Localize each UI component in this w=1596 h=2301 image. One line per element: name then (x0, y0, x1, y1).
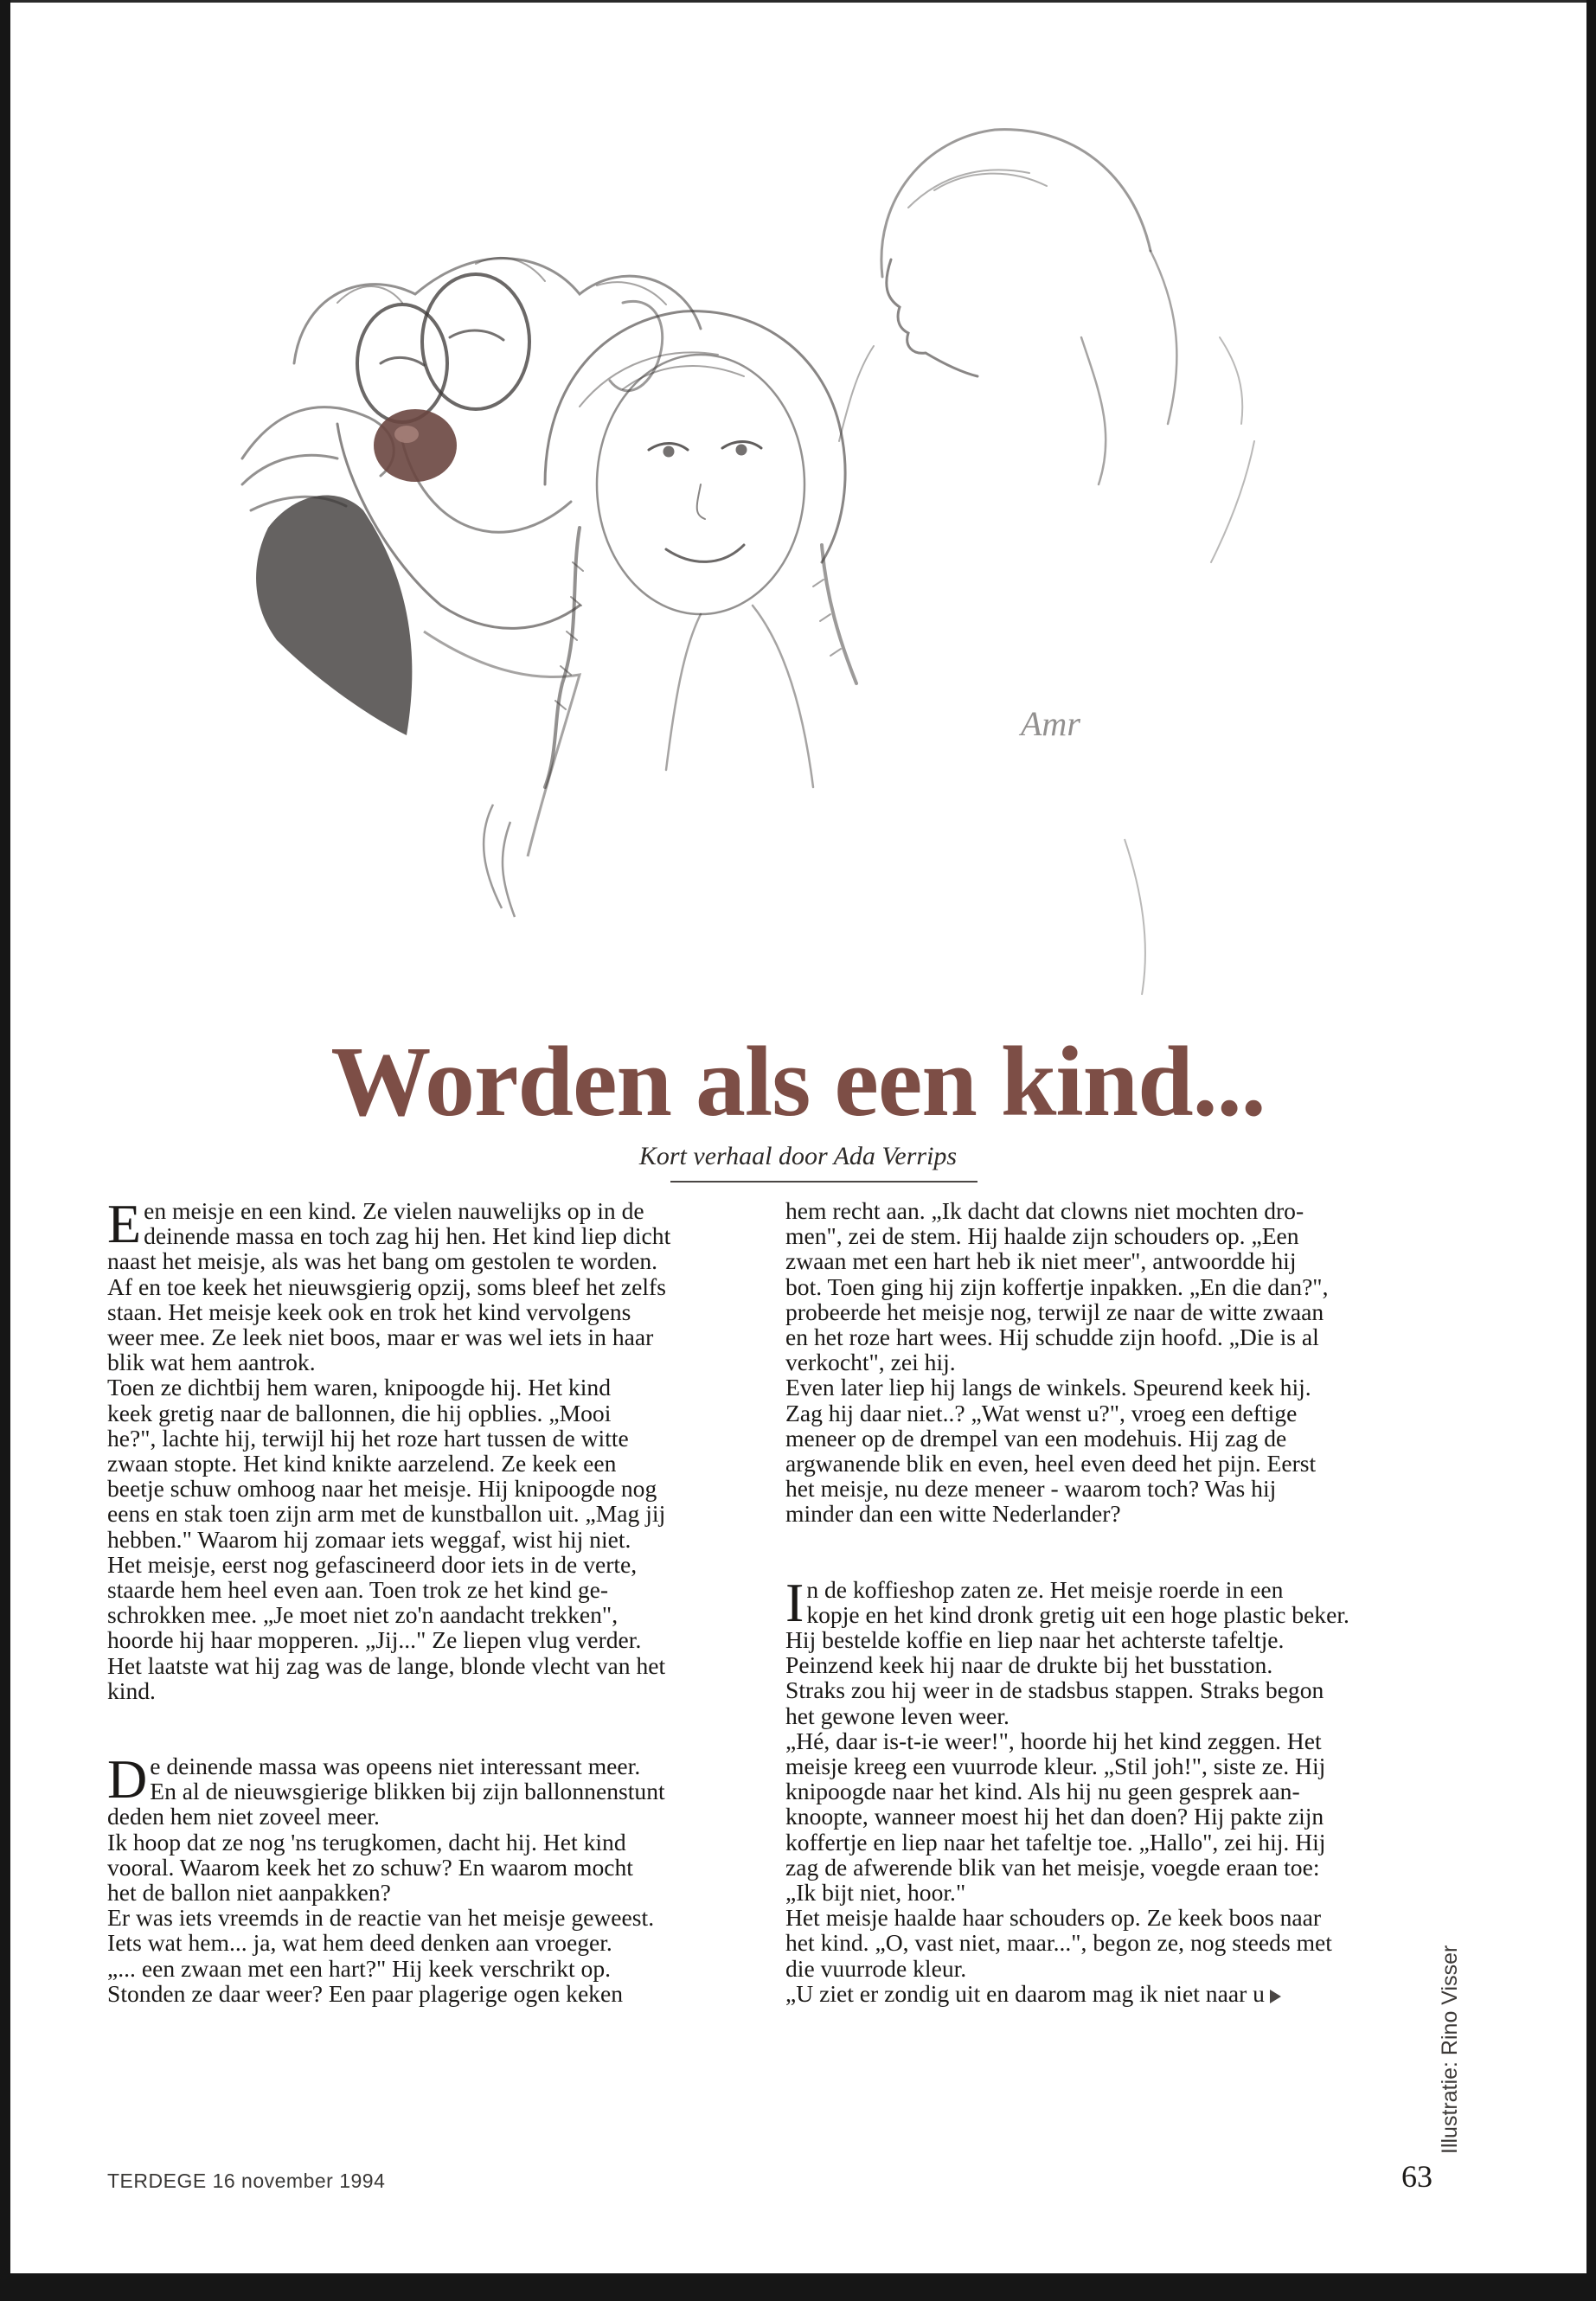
clown-hand (242, 407, 394, 510)
article-byline: Kort verhaal door Ada Verrips (638, 1142, 958, 1170)
child-braid-right (822, 545, 856, 683)
paragraph: hem recht aan. „Ik dacht dat clowns niet mochten dro- men", zei de stem. Hij haalde zijn schouders op. „Een zwaan met een hart heb ik niet meer", antwoordde hij bot. Toen ging hij zijn koffertje inpakken. „En die dan?", probeerde het meisje nog, terwijl ze naar de witte zwaan en het roze hart wees. Hij schudde zijn hoofd. „Die is al verkocht", zei hij. Even later liep hij langs de winkels. Speurend keek hij. Zag hij daar niet..? „Wat wenst u?", vroeg een deftige meneer op de drempel van een modehuis. Hij zag de argwanende blik en even, heel even deed het pijn. Eerst het meisje, nu deze meneer - waarom toch? Was hij minder dan een witte Nederlander? (785, 1197, 1329, 1528)
paragraph: e deinende massa was opeens niet interessant meer. En al de nieuwsgierige blikken bij zijn ballonnenstunt deden hem niet zoveel meer. Ik hoop dat ze nog 'ns terugkomen, dacht hij. Het kind vooral. Waarom keek het zo schuw? En waarom mocht het de ballon niet aanpakken? Er was iets vreemds in de reactie van het meisje geweest. Iets wat hem... ja, wat hem deed denken aan vroeger. „... een zwaan met een hart?" Hij keek verschrikt op. Stonden ze daar weer? Een paar plagerige ogen keken (107, 1753, 665, 2007)
page-frame-top (10, 0, 1586, 3)
woman-head-outline (881, 130, 1151, 277)
page-frame-bottom (0, 2273, 1596, 2301)
clown-head-outline (294, 259, 701, 363)
pencil-illustration (216, 78, 1427, 1038)
article-title: Worden als een kind... (330, 1027, 1266, 1138)
dropcap: E (107, 1193, 142, 1254)
clown-coat-shading (256, 496, 412, 735)
paragraph: en meisje en een kind. Ze vielen nauwelijks op in de deinende massa en toch zag hij hen. Het kind liep dicht naast het meisje, als was het bang om gestolen te worden. Af en toe keek het nieuwsgierig opzij, soms bleef het zelfs staan. Het meisje keek ook en trok het kind vervolgens weer mee. Ze leek niet boos, maar er was wel iets in haar blik wat hem aantrok. Toen ze dichtbij hem waren, knipoogde hij. Het kind keek gretig naar de ballonnen, die hij opblies. „Mooi he?", lachte hij, terwijl hij het roze hart tussen de witte zwaan stopte. Het kind knikte aarzelend. Ze keek een beetje schuw omhoog naar het meisje. Hij knipoogde nog eens en stak toen zijn arm met de kunstballon uit. „Mag jij hebben." Waarom hij zomaar iets weggaf, wist hij niet. Het meisje, eerst nog gefascineerd door iets in de verte, staarde hem heel even aan. Toen trok ze het kind ge- schrokken mee. „Je moet niet zo'n aandacht trekken", hoorde hij haar mopperen. „Jij..." Ze liepen vlug verder. Het laatste wat hij zag was de lange, blonde vlecht van het kind. (107, 1197, 671, 1704)
woman-profile (887, 260, 977, 376)
dropcap: I (785, 1571, 804, 1633)
byline-rule (670, 1181, 977, 1183)
clown-eye-ring-left (357, 304, 447, 422)
text-column-left (107, 1193, 713, 2007)
child-smile (666, 545, 744, 561)
page-number: 63 (1401, 2159, 1433, 2194)
illustration-credit: Illustratie: Rino Visser (1438, 1945, 1462, 2154)
footer-magazine-date: TERDEGE 16 november 1994 (107, 2170, 386, 2192)
clown-eye-ring-right (422, 274, 529, 409)
dropcap: D (107, 1748, 148, 1811)
artist-signature: Amr (1021, 704, 1080, 743)
child-braid-left (545, 528, 580, 787)
clown-nose (374, 409, 457, 482)
paragraph: n de koffieshop zaten ze. Het meisje roerde in een kopje en het kind dronk gretig uit een hoge plastic beker. Hij bestelde koffie en liep naar het achterste tafeltje. Peinzend keek hij naar de drukte bij het busstation. Straks zou hij weer in de stadsbus stappen. Straks begon het gewone leven weer. „Hé, daar is-t-ie weer!", hoorde hij het kind zeggen. Het meisje kreeg een vuurrode kleur. „Stil joh!", siste ze. Hij knipoogde naar het kind. Als hij nu geen gesprek aan- knoopte, wanneer moest hij het dan doen? Hij pakte zijn koffertje en liep naar het tafeltje toe. „Hallo", zei hij. Hij zag de afwerende blik van het meisje, voegde eraan toe: „Ik bijt niet, hoor." Het meisje haalde haar schouders op. Ze keek boos naar het kind. „O, vast niet, maar...", begon ze, nog steeds met die vuurrode kleur. „U ziet er zondig uit en daarom mag ik niet naar u (785, 1575, 1349, 2007)
continue-arrow-icon (1270, 1990, 1281, 2003)
text-column-right (785, 1198, 1408, 2006)
